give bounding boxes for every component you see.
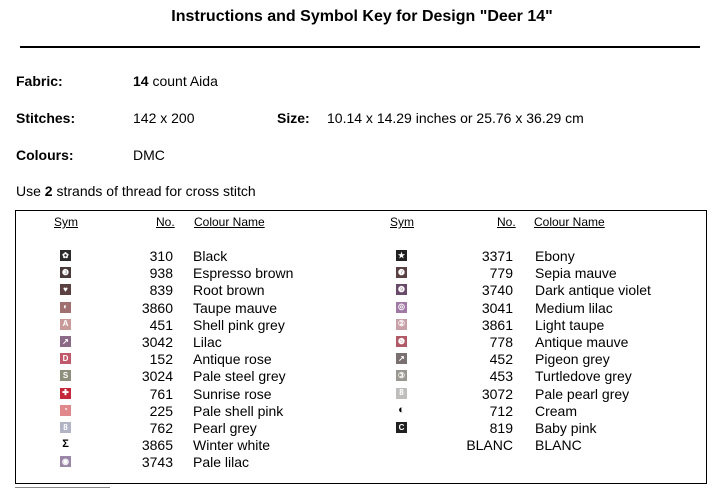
- dmc-number: 938: [149, 265, 173, 282]
- colour-name: Sepia mauve: [535, 265, 617, 282]
- symbol-icon: ↗: [60, 336, 71, 347]
- stitches-value: 142 x 200: [133, 110, 195, 126]
- colour-name: Pigeon grey: [535, 351, 610, 368]
- size-value: 10.14 x 14.29 inches or 25.76 x 36.29 cm: [327, 110, 584, 126]
- dmc-number: 3041: [481, 299, 513, 316]
- symbol-icon: ❾: [397, 284, 406, 294]
- dmc-number: 225: [149, 402, 173, 419]
- header-sym-left: Sym: [54, 215, 78, 229]
- symbol-icon: ✚: [60, 388, 71, 399]
- dmc-number: 310: [149, 248, 173, 264]
- colour-name: Lilac: [193, 334, 222, 350]
- colour-name: Dark antique violet: [535, 282, 651, 299]
- symbol-icon: ◉: [60, 456, 71, 467]
- dmc-number: 3743: [141, 454, 173, 471]
- symbol-icon: D: [60, 353, 71, 364]
- stitches-label: Stitches:: [16, 110, 76, 126]
- colour-name: Cream: [535, 402, 578, 419]
- size-label: Size:: [277, 110, 310, 126]
- symbol-icon: ❺: [397, 336, 406, 346]
- symbol-icon: ❸: [61, 267, 70, 277]
- dmc-number: 152: [149, 351, 173, 368]
- colour-name: Pale steel grey: [193, 368, 286, 385]
- strands-post: strands of thread for cross stitch: [52, 183, 256, 199]
- symbol-icon: 8: [60, 422, 71, 433]
- dmc-number: 712: [489, 402, 513, 419]
- colour-name: Pale pearl grey: [535, 385, 630, 402]
- dmc-number: 451: [149, 316, 173, 333]
- colour-name: Taupe mauve: [193, 299, 278, 316]
- header-name-left: Colour Name: [194, 215, 265, 229]
- symbol-icon: A: [60, 319, 71, 330]
- colour-name: BLANC: [535, 437, 582, 454]
- symbol-icon: S: [60, 370, 71, 381]
- symbol-icon: ◔: [60, 405, 71, 416]
- dmc-number: 3024: [141, 368, 173, 385]
- dmc-number: 3042: [141, 334, 173, 350]
- colour-name: Light taupe: [535, 316, 605, 333]
- dmc-number: BLANC: [466, 437, 513, 454]
- strands-count: 2: [44, 183, 53, 199]
- colour-name: Sunrise rose: [193, 385, 272, 402]
- colour-name: Pearl grey: [193, 420, 257, 436]
- dmc-number: 839: [149, 282, 173, 299]
- colour-name: Root brown: [193, 282, 265, 299]
- dmc-number: 3740: [481, 282, 513, 299]
- header-name-right: Colour Name: [534, 215, 605, 229]
- fabric-type: count Aida: [148, 73, 218, 89]
- symbol-icon: ◐: [398, 403, 405, 416]
- dmc-number: 778: [489, 334, 513, 350]
- colour-name: Shell pink grey: [193, 316, 285, 333]
- strands-pre: Use: [16, 183, 45, 199]
- dmc-number: 761: [149, 385, 173, 402]
- colour-name: Turtledove grey: [535, 368, 632, 385]
- fabric-count: 14: [133, 73, 149, 89]
- dmc-number: 779: [489, 265, 513, 282]
- dmc-number: 3861: [481, 316, 513, 333]
- fabric-label: Fabric:: [16, 73, 63, 89]
- symbol-icon: ◎: [396, 302, 407, 313]
- symbol-icon: C: [396, 422, 407, 433]
- dmc-number: 452: [489, 351, 513, 368]
- colours-value: DMC: [133, 147, 165, 163]
- dmc-number: 3072: [481, 385, 513, 402]
- dmc-number: 819: [489, 420, 513, 436]
- colour-name: Pale lilac: [193, 454, 250, 471]
- fabric-value: [133, 73, 218, 89]
- header-sym-right: Sym: [390, 215, 414, 229]
- colour-name: Espresso brown: [193, 265, 294, 282]
- footer-rule: [15, 487, 110, 488]
- colour-name: Black: [193, 248, 228, 264]
- header-no-right: No.: [497, 215, 516, 229]
- symbol-icon: ↗: [396, 353, 407, 364]
- strands-instruction: [16, 183, 256, 199]
- title-divider: [20, 46, 700, 48]
- page-title: Instructions and Symbol Key for Design "Deer 14": [171, 8, 553, 25]
- colour-name: Baby pink: [535, 420, 597, 436]
- colour-name: Medium lilac: [535, 299, 613, 316]
- dmc-number: 762: [149, 420, 173, 436]
- symbol-icon: ❼: [397, 267, 406, 277]
- symbol-icon: ◐: [60, 302, 71, 313]
- symbol-icon: 8: [396, 388, 407, 399]
- dmc-number: 3865: [141, 437, 173, 454]
- symbol-icon: ✿: [60, 250, 71, 261]
- colours-label: Colours:: [16, 147, 74, 163]
- dmc-number: 3371: [481, 248, 513, 264]
- colour-name: Pale shell pink: [193, 402, 284, 419]
- symbol-icon: ♥: [60, 284, 71, 295]
- dmc-number: 453: [489, 368, 513, 385]
- dmc-number: 3860: [141, 299, 173, 316]
- header-no-left: No.: [156, 215, 175, 229]
- colour-name: Antique rose: [193, 351, 272, 368]
- symbol-icon: ③: [397, 370, 406, 380]
- symbol-icon: ②: [397, 319, 406, 329]
- colour-name: Winter white: [193, 437, 271, 454]
- symbol-icon: Σ: [62, 438, 69, 451]
- symbol-icon: ★: [397, 250, 406, 260]
- colour-name: Antique mauve: [535, 334, 629, 350]
- colour-name: Ebony: [535, 248, 575, 264]
